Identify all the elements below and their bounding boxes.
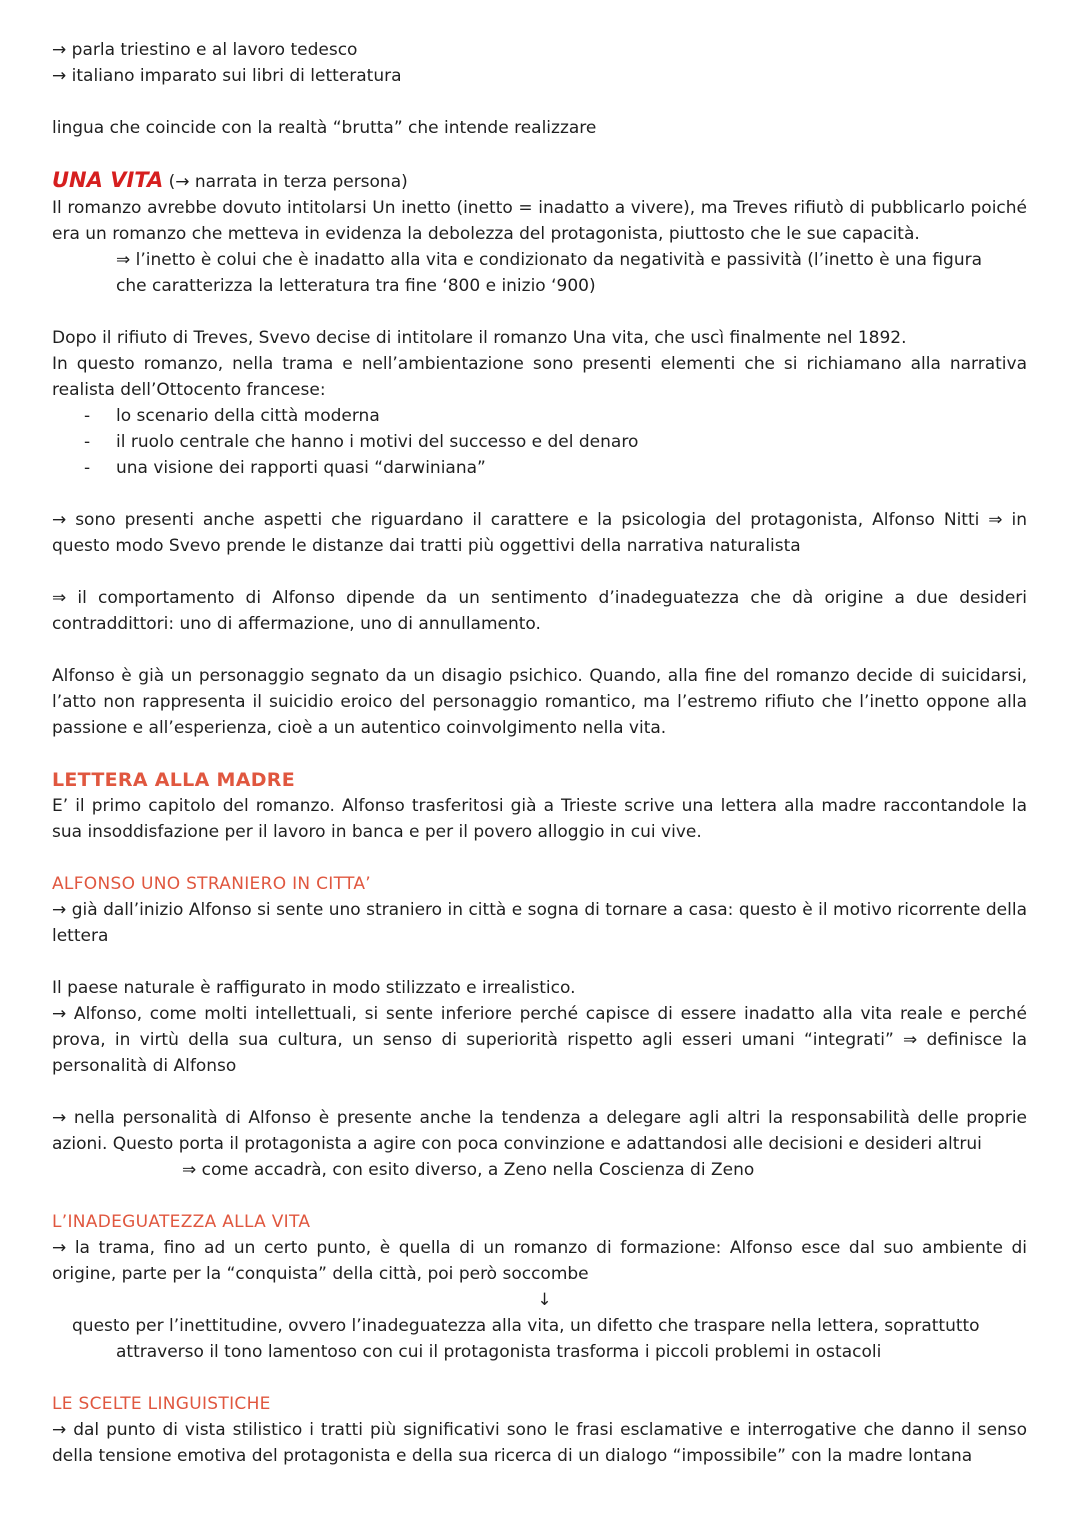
straniero-paragraph-2a: Il paese naturale è raffigurato in modo stilizzato e irrealistico. [52,978,576,998]
inadeguatezza-paragraph-2a: questo per l’inettitudine, ovvero l’inadeguatezza alla vita, un difetto che traspare nella lettera, soprattutto [72,1316,980,1336]
list-item [52,429,1027,455]
intro-line-1: → parla triestino e al lavoro tedesco [52,40,358,60]
straniero-paragraph-3: → nella personalità di Alfonso è presente anche la tendenza a delegare agli altri la responsabilità delle proprie azioni. Questo porta il protagonista a agire con poca convinzione e adattandosi alle decisioni e desideri altrui [52,1108,1027,1154]
down-arrow-icon: ↓ [537,1290,552,1310]
straniero-paragraph-2b: → Alfonso, come molti intellettuali, si sente inferiore perché capisce di essere inadatto alla vita reale e perché prova, in virtù della sua cultura, un senso di superiorità rispetto agli esseri umani “integrati” ⇒ definisce la personalità di Alfonso [52,1004,1027,1076]
inadeguatezza-paragraph-1: → la trama, fino ad un certo punto, è quella di un romanzo di formazione: Alfonso esce dal suo ambiente di origine, parte per la “conquista” della città, poi però soccombe [52,1238,1027,1284]
una-vita-paragraph-2b: In questo romanzo, nella trama e nell’ambientazione sono presenti elementi che si richiamano alla narrativa realista dell’Ottocento francese: [52,354,1027,400]
list-item [52,455,1027,481]
lettera-paragraph-1: E’ il primo capitolo del romanzo. Alfonso trasferitosi già a Trieste scrive una lettera alla madre raccontandole la sua insoddisfazione per il lavoro in banca e per il povero alloggio in cui vive. [52,796,1027,842]
straniero-paragraph-3-note: ⇒ come accadrà, con esito diverso, a Zeno nella Coscienza di Zeno [182,1160,755,1180]
una-vita-heading [52,167,1027,195]
una-vita-note-line-1: ⇒ l’inetto è colui che è inadatto alla vita e condizionato da negatività e passività (l’inetto è una figura [116,250,983,270]
una-vita-title-note: (→ narrata in terza persona) [163,172,408,192]
dash-bullet: - [84,458,91,478]
intro-line-3: lingua che coincide con la realtà “brutta” che intende realizzare [52,118,597,138]
una-vita-note-line-2: che caratterizza la letteratura tra fine ‘800 e inizio ‘900) [116,276,596,296]
list-item [52,403,1027,429]
straniero-title: ALFONSO UNO STRANIERO IN CITTA’ [52,874,371,894]
dash-bullet: - [84,406,91,426]
una-vita-paragraph-5: Alfonso è già un personaggio segnato da un disagio psichico. Quando, alla fine del romanzo decide di suicidarsi, l’atto non rappresenta il suicidio eroico del personaggio romantico, ma l’estremo rifiuto che l’inetto oppone alla passione e all’esperienza, cioè a un autentico coinvolgimento nella vita. [52,666,1027,738]
straniero-paragraph-1: → già dall’inizio Alfonso si sente uno straniero in città e sogna di tornare a casa: questo è il motivo ricorrente della lettera [52,900,1027,946]
list-item-text: il ruolo centrale che hanno i motivi del successo e del denaro [116,432,639,452]
inadeguatezza-title: L’INADEGUATEZZA ALLA VITA [52,1212,311,1232]
scelte-paragraph-1: → dal punto di vista stilistico i tratti più significativi sono le frasi esclamative e interrogative che danno il senso della tensione emotiva del protagonista e della sua ricerca di un dialogo “impossibile” con la madre lontana [52,1420,1027,1466]
lettera-title: LETTERA ALLA MADRE [52,769,296,791]
scelte-title: LE SCELTE LINGUISTICHE [52,1394,271,1414]
intro-line-2: → italiano imparato sui libri di letteratura [52,66,402,86]
una-vita-paragraph-2a: Dopo il rifiuto di Treves, Svevo decise di intitolare il romanzo Una vita, che uscì finalmente nel 1892. [52,328,907,348]
inadeguatezza-paragraph-2b: attraverso il tono lamentoso con cui il protagonista trasforma i piccoli problemi in ostacoli [116,1342,882,1362]
document-page [52,37,1027,1469]
list-item-text: una visione dei rapporti quasi “darwiniana” [116,458,486,478]
una-vita-paragraph-1: Il romanzo avrebbe dovuto intitolarsi Un inetto (inetto = inadatto a vivere), ma Treves rifiutò di pubblicarlo poiché era un romanzo che metteva in evidenza la debolezza del protagonista, piuttosto che le sue capacità. [52,198,1027,244]
dash-bullet: - [84,432,91,452]
una-vita-paragraph-4: ⇒ il comportamento di Alfonso dipende da un sentimento d’inadeguatezza che dà origine a due desideri contraddittori: uno di affermazione, uno di annullamento. [52,588,1027,634]
una-vita-paragraph-3: → sono presenti anche aspetti che riguardano il carattere e la psicologia del protagonista, Alfonso Nitti ⇒ in questo modo Svevo prende le distanze dai tratti più oggettivi della narrativa naturalista [52,510,1027,556]
list-item-text: lo scenario della città moderna [116,406,380,426]
una-vita-title: UNA VITA [52,168,164,192]
una-vita-bullet-list [52,403,1027,481]
